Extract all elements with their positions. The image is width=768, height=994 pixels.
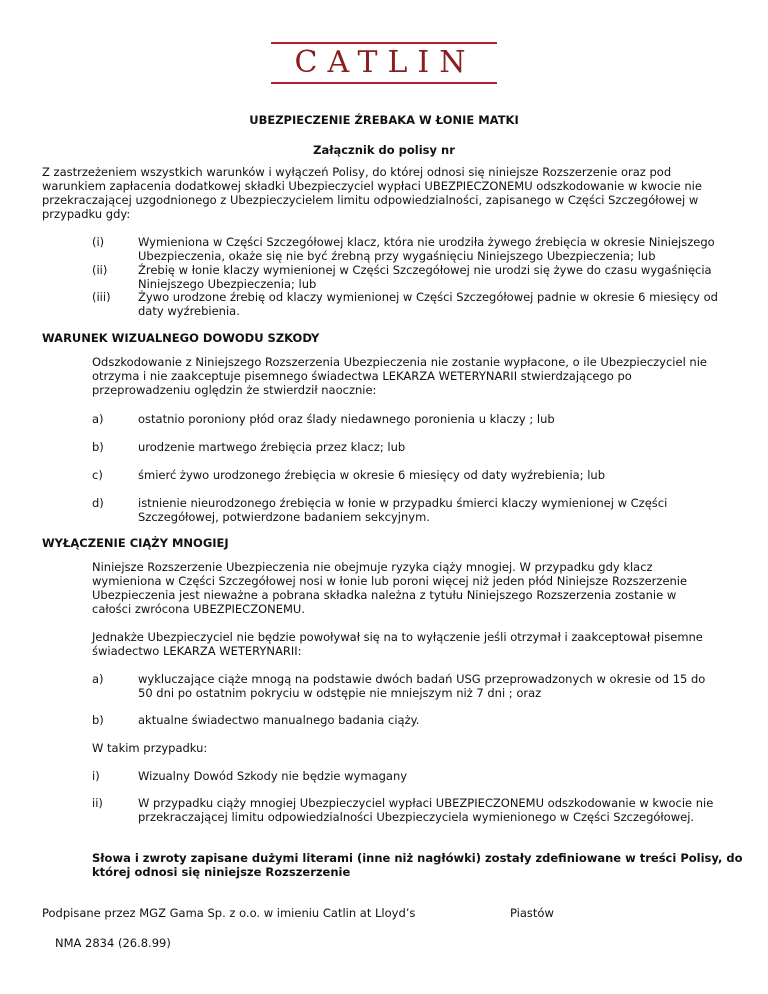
section-heading-multiple-pregnancy: WYŁĄCZENIE CIĄŻY MNOGIEJ: [42, 536, 229, 550]
section2-paragraph: Niniejsze Rozszerzenie Ubezpieczenia nie obejmuje ryzyka ciąży mnogiej. W przypadku gdy klacz wymieniona w Części Szczegółowej nosi w łonie lub poroni więcej niż jeden płód Niniejsze Rozszerzenie Ubezpieczenia jest nieważne a pobrana składka należna z tytułu Niniejszego Rozszerzenia zostanie w całości zwrócona UBEZPIECZONEMU.: [92, 560, 688, 616]
intro-item-number: (i): [92, 235, 105, 249]
catlin-logo: CATLIN: [294, 45, 476, 80]
intro-item: Wymieniona w Części Szczegółowej klacz, która nie urodziła żywego źrebięcia w okresie Niniejszego Ubezpieczenia, okaże się nie być źrebną przy wygaśnięciu Niniejszego Ubezpieczenia; lub: [138, 235, 715, 263]
intro-paragraph: Z zastrzeżeniem wszystkich warunków i wyłączeń Polisy, do której odnosi się niniejsze Rozszerzenie oraz pod warunkiem zapłacenia dodatkowej składki Ubezpieczyciel wypłaci UBEZPIECZONEMU odszkodowanie w kwocie nie przekraczającej uzgodnionego z Ubezpieczycielem limitu odpowiedzialności, zapisanego w Części Szczegółowej w przypadku gdy:: [42, 165, 702, 221]
document-title: UBEZPIECZENIE ŹREBAKA W ŁONIE MATKI: [249, 113, 519, 127]
section1-item: śmierć żywo urodzonego źrebięcia w okresie 6 miesięcy od daty wyźrebienia; lub: [138, 468, 605, 482]
section1-item-number: d): [92, 496, 104, 510]
signature-line: Podpisane przez MGZ Gama Sp. z o.o. w imieniu Catlin at Lloyd’s: [42, 906, 416, 920]
intro-item: Źrebię w łonie klaczy wymienionej w Części Szczegółowej nie urodzi się żywe do czasu wygaśnięcia Niniejszego Ubezpieczenia; lub: [138, 263, 712, 291]
case-item-number: ii): [92, 796, 103, 810]
section2-item-number: b): [92, 713, 104, 727]
document-subtitle: Załącznik do polisy nr: [313, 143, 455, 157]
intro-item-number: (iii): [92, 290, 111, 304]
section1-item: urodzenie martwego źrebięcia przez klacz; lub: [138, 440, 406, 454]
section2-paragraph-2: Jednakże Ubezpieczyciel nie będzie powoływał się na to wyłączenie jeśli otrzymał i zaakceptował pisemne świadectwo LEKARZA WETERYNARII:: [92, 630, 703, 658]
intro-item-number: (ii): [92, 263, 108, 277]
section2-item: aktualne świadectwo manualnego badania ciąży.: [138, 713, 420, 727]
section1-item-number: b): [92, 440, 104, 454]
section2-item: wykluczające ciąże mnogą na podstawie dwóch badań USG przeprowadzonych w okresie od 15 do 50 dni po ostatnim pokryciu w odstępie nie mniejszym niż 7 dni ; oraz: [138, 672, 706, 700]
intro-item: Żywo urodzone źrebię od klaczy wymienionej w Części Szczegółowej padnie w okresie 6 miesięcy od daty wyźrebienia.: [138, 290, 718, 318]
document-code: NMA 2834 (26.8.99): [55, 936, 171, 950]
case-item-number: i): [92, 769, 100, 783]
section1-paragraph: Odszkodowanie z Niniejszego Rozszerzenia Ubezpieczenia nie zostanie wypłacone, o ile Ubezpieczyciel nie otrzyma i nie zaakceptuje pisemnego świadectwa LEKARZA WETERYNARII stwierdzającego po przeprowadzeniu oględzin że stwierdził naocznie:: [92, 355, 707, 397]
section1-item: ostatnio poroniony płód oraz ślady niedawnego poronienia u klaczy ; lub: [138, 412, 555, 426]
section1-item-number: a): [92, 412, 104, 426]
section1-item: istnienie nieurodzonego źrebięcia w łonie w przypadku śmierci klaczy wymienionej w Części Szczegółowej, potwierdzone badaniem sekcyjnym.: [138, 496, 668, 524]
logo-bottom-rule: [271, 82, 497, 84]
section2-item-number: a): [92, 672, 104, 686]
logo-top-rule: [271, 42, 497, 44]
section1-item-number: c): [92, 468, 103, 482]
case-item: W przypadku ciąży mnogiej Ubezpieczyciel wypłaci UBEZPIECZONEMU odszkodowanie w kwocie nie przekraczającej limitu odpowiedzialności Ubezpieczyciela wymienionego w Części Szczegółowej.: [138, 796, 714, 824]
definitions-note: Słowa i zwroty zapisane dużymi literami (inne niż nagłówki) zostały zdefiniowane w treści Polisy, do której odnosi się niniejsze Rozszerzenie: [92, 851, 743, 879]
signature-place: Piastów: [510, 906, 554, 920]
section-heading-visual-evidence: WARUNEK WIZUALNEGO DOWODU SZKODY: [42, 331, 320, 345]
case-item: Wizualny Dowód Szkody nie będzie wymagany: [138, 769, 408, 783]
case-label: W takim przypadku:: [92, 741, 208, 755]
